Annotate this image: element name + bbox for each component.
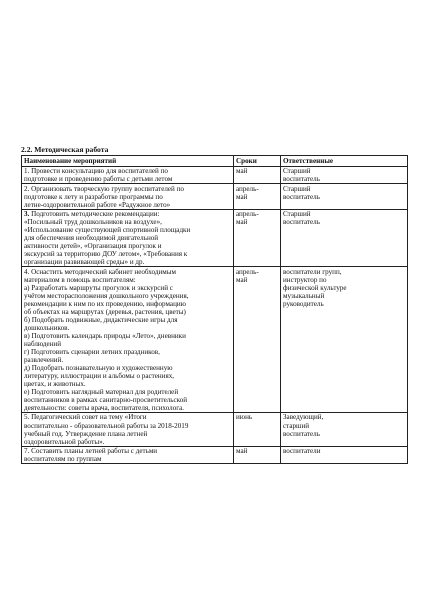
term-cell [234,446,281,464]
cell-line: летне-оздоровительной работе «Радужное лето» [24,200,171,209]
cell-line: развлечений. [24,355,64,364]
header-activities: Наименование мероприятий [22,156,234,167]
cell-line: подготовке к лету и разработке программы по [24,192,163,201]
cell-line: д) Подобрать познавательную и художественную [24,363,173,372]
responsible-cell [281,412,408,446]
term-cell [234,412,281,446]
cell-line: наблюдений [24,339,62,348]
table-header-row [22,156,408,167]
header-terms: Сроки [234,156,281,167]
cell-line: май [236,192,248,201]
cell-line: организации развивающей среды» и др. [24,258,145,267]
cell-line: воспитатели групп, [283,267,342,276]
term-cell [234,166,281,184]
cell-line: деятельности: советы врача, воспитателя, психолога. [24,403,185,412]
activity-cell [22,412,234,446]
cell-line: дошкольников. [24,323,70,332]
cell-line: Заведующий, [283,413,324,422]
cell-line: 1. Провести консультацию для воспитателей по [24,167,168,176]
cell-line: цветах, и животных. [24,379,86,388]
cell-line: воспитательно - образовательной работы за 2018-2019 [24,421,189,430]
item-number: 3. [24,210,30,219]
activity-cell [22,209,234,267]
cell-line: май [236,275,248,284]
cell-line: учётом месторасположения дошкольного учреждения, [24,291,189,300]
cell-line [24,210,231,218]
cell-line: старший [283,421,310,430]
term-cell [234,209,281,267]
cell-line: об объектах на маршрутах (деревья, растения, цветы) [24,307,186,316]
activity-cell [22,446,234,464]
cell-line: в) Подготовить календарь природы «Лето», дневники [24,331,186,340]
cell-line: музыкальный [283,291,325,300]
cell-line: 4. Оснастить методический кабинет необходимым [24,267,177,276]
cell-line: апрель- [236,267,259,276]
cell-line: подготовке и проведению работы с детьми летом [24,175,173,184]
cell-line: воспитатели [283,447,321,456]
table-row [22,267,408,413]
cell-line: 7. Составить планы летней работы с детьми [24,447,158,456]
cell-line: воспитатель [283,175,320,184]
cell-line: воспитателям по группам [24,455,102,464]
term-cell [234,267,281,413]
cell-line: «Посильный труд дошкольников на воздухе», [24,218,162,227]
cell-line: Старший [283,184,311,193]
cell-line: инструктор по [283,275,327,284]
responsible-cell [281,267,408,413]
cell-line: воспитатель [283,429,320,438]
item-text: Подготовить методические рекомендации: [29,210,160,219]
cell-line: воспитанников в рамках санитарно-просветительской [24,395,188,404]
table-row [22,209,408,267]
table-row [22,166,408,184]
cell-line: май [236,218,248,227]
cell-line: май [236,167,248,176]
cell-line: воспитатель [283,218,320,227]
cell-line: воспитатель [283,192,320,201]
cell-line: оздоровительной работы». [24,437,105,446]
cell-line: руководитель [283,299,324,308]
activity-cell [22,267,234,413]
term-cell [234,184,281,210]
cell-line: Старший [283,210,311,219]
cell-line: физической культуре [283,283,347,292]
responsible-cell [281,446,408,464]
responsible-cell [281,209,408,267]
cell-line: апрель- [236,184,259,193]
table-row [22,412,408,446]
cell-line: учебный год. Утверждение плана летней [24,429,148,438]
table-body [22,166,408,464]
cell-line: материалом в помощь воспитателям: [24,275,136,284]
cell-line: е) Подготовить наглядный материал для родителей [24,387,179,396]
cell-line: «Использование существующей спортивной площадки [24,226,191,235]
cell-line: г) Подготовить сценарии летних праздников, [24,347,160,356]
cell-line: 2. Организовать творческую группу воспитателей по [24,184,184,193]
table-row [22,446,408,464]
cell-line: литературу, иллюстрации и альбомы о растениях, [24,371,175,380]
cell-line: июнь [236,413,253,422]
methodical-work-table [21,155,408,464]
cell-line: Старший [283,167,311,176]
header-responsible: Ответственные [281,156,408,167]
cell-line: апрель- [236,210,259,219]
cell-line: 5. Педагогический совет на тему «Итоги [24,413,147,422]
cell-line: рекомендации к ним по их проведению, информацию [24,299,186,308]
table-row [22,184,408,210]
cell-line: для обеспечения необходимой двигательной [24,234,159,243]
responsible-cell [281,166,408,184]
responsible-cell [281,184,408,210]
section-title: 2.2. Методическая работа [21,145,109,154]
cell-line: а) Разработать маршруты прогулок и экскурсий с [24,283,173,292]
cell-line: май [236,447,248,456]
cell-line: б) Подобрать подвижные, дидактические игры для [24,315,178,324]
cell-line: экскурсий за территорию ДОУ летом», «Требования к [24,250,188,259]
activity-cell [22,166,234,184]
activity-cell [22,184,234,210]
cell-line: активности детей», «Организация прогулок и [24,242,162,251]
